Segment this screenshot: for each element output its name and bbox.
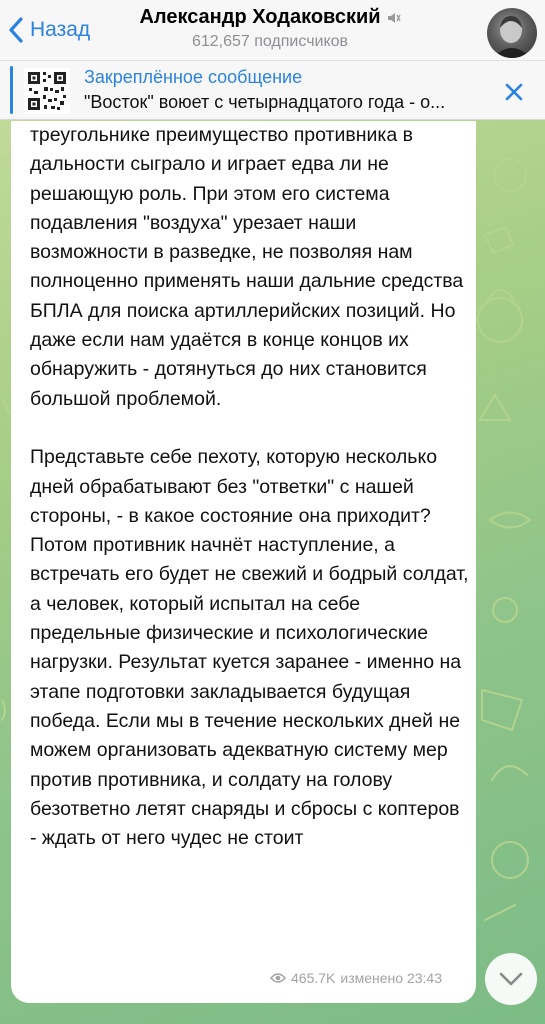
back-label: Назад (30, 18, 91, 41)
message-text (30, 121, 470, 853)
channel-title: Александр Ходаковский (139, 6, 381, 28)
back-button[interactable] (8, 14, 90, 46)
pinned-title: Закреплённое сообщение (84, 67, 303, 87)
message-paragraph: треугольнике преимущество противника в дальности сыграло и играет едва ли не решающую роль. При этом его система подавления "воздуха" урезает наши возможности в разведке, не позволяя нам полноценно применять наши дальние средства БПЛА для поиска артиллерийских позиций. Но даже если нам удаётся в конце концов их обнаружить - дотянуться до них становится большой проблемой. (30, 124, 464, 410)
chat-header (0, 0, 545, 60)
qr-code-thumbnail (24, 68, 70, 114)
channel-info[interactable] (120, 6, 420, 51)
pinned-message-bar[interactable] (0, 60, 545, 120)
subscriber-count: 612,657 подписчиков (191, 33, 349, 50)
chevron-down-icon (498, 971, 524, 987)
message-meta (270, 970, 442, 986)
muted-speaker-icon (387, 11, 401, 25)
pinned-indicator (10, 66, 13, 114)
eye-icon (270, 972, 286, 984)
close-icon[interactable] (500, 78, 528, 106)
message-paragraph: Представьте себе пехоту, которую несколько дней обрабатывают без "ответки" с нашей стороны, - в какое состояние она приходит? Потом противник начнёт наступление, а встречать его будет не свежий и бодрый солдат, а человек, который испытал на себе предельные физические и психологические нагрузки. Результат куется заранее - именно на этапе подготовки закладывается будущая победа. Если мы в течение нескольких дней не можем организовать адекватную систему мер против противника, и солдату на голову безответно летят снаряды и сбросы с коптеров - ждать от него чудес не стоит (30, 446, 469, 850)
channel-avatar[interactable] (487, 8, 537, 58)
view-count: 465.7K (291, 970, 336, 986)
pinned-text: "Восток" воюет с четырнадцатого года - о... (84, 92, 446, 112)
chevron-left-icon (8, 17, 24, 43)
edited-time: изменено 23:43 (340, 970, 442, 986)
scroll-down-button[interactable] (485, 953, 537, 1005)
